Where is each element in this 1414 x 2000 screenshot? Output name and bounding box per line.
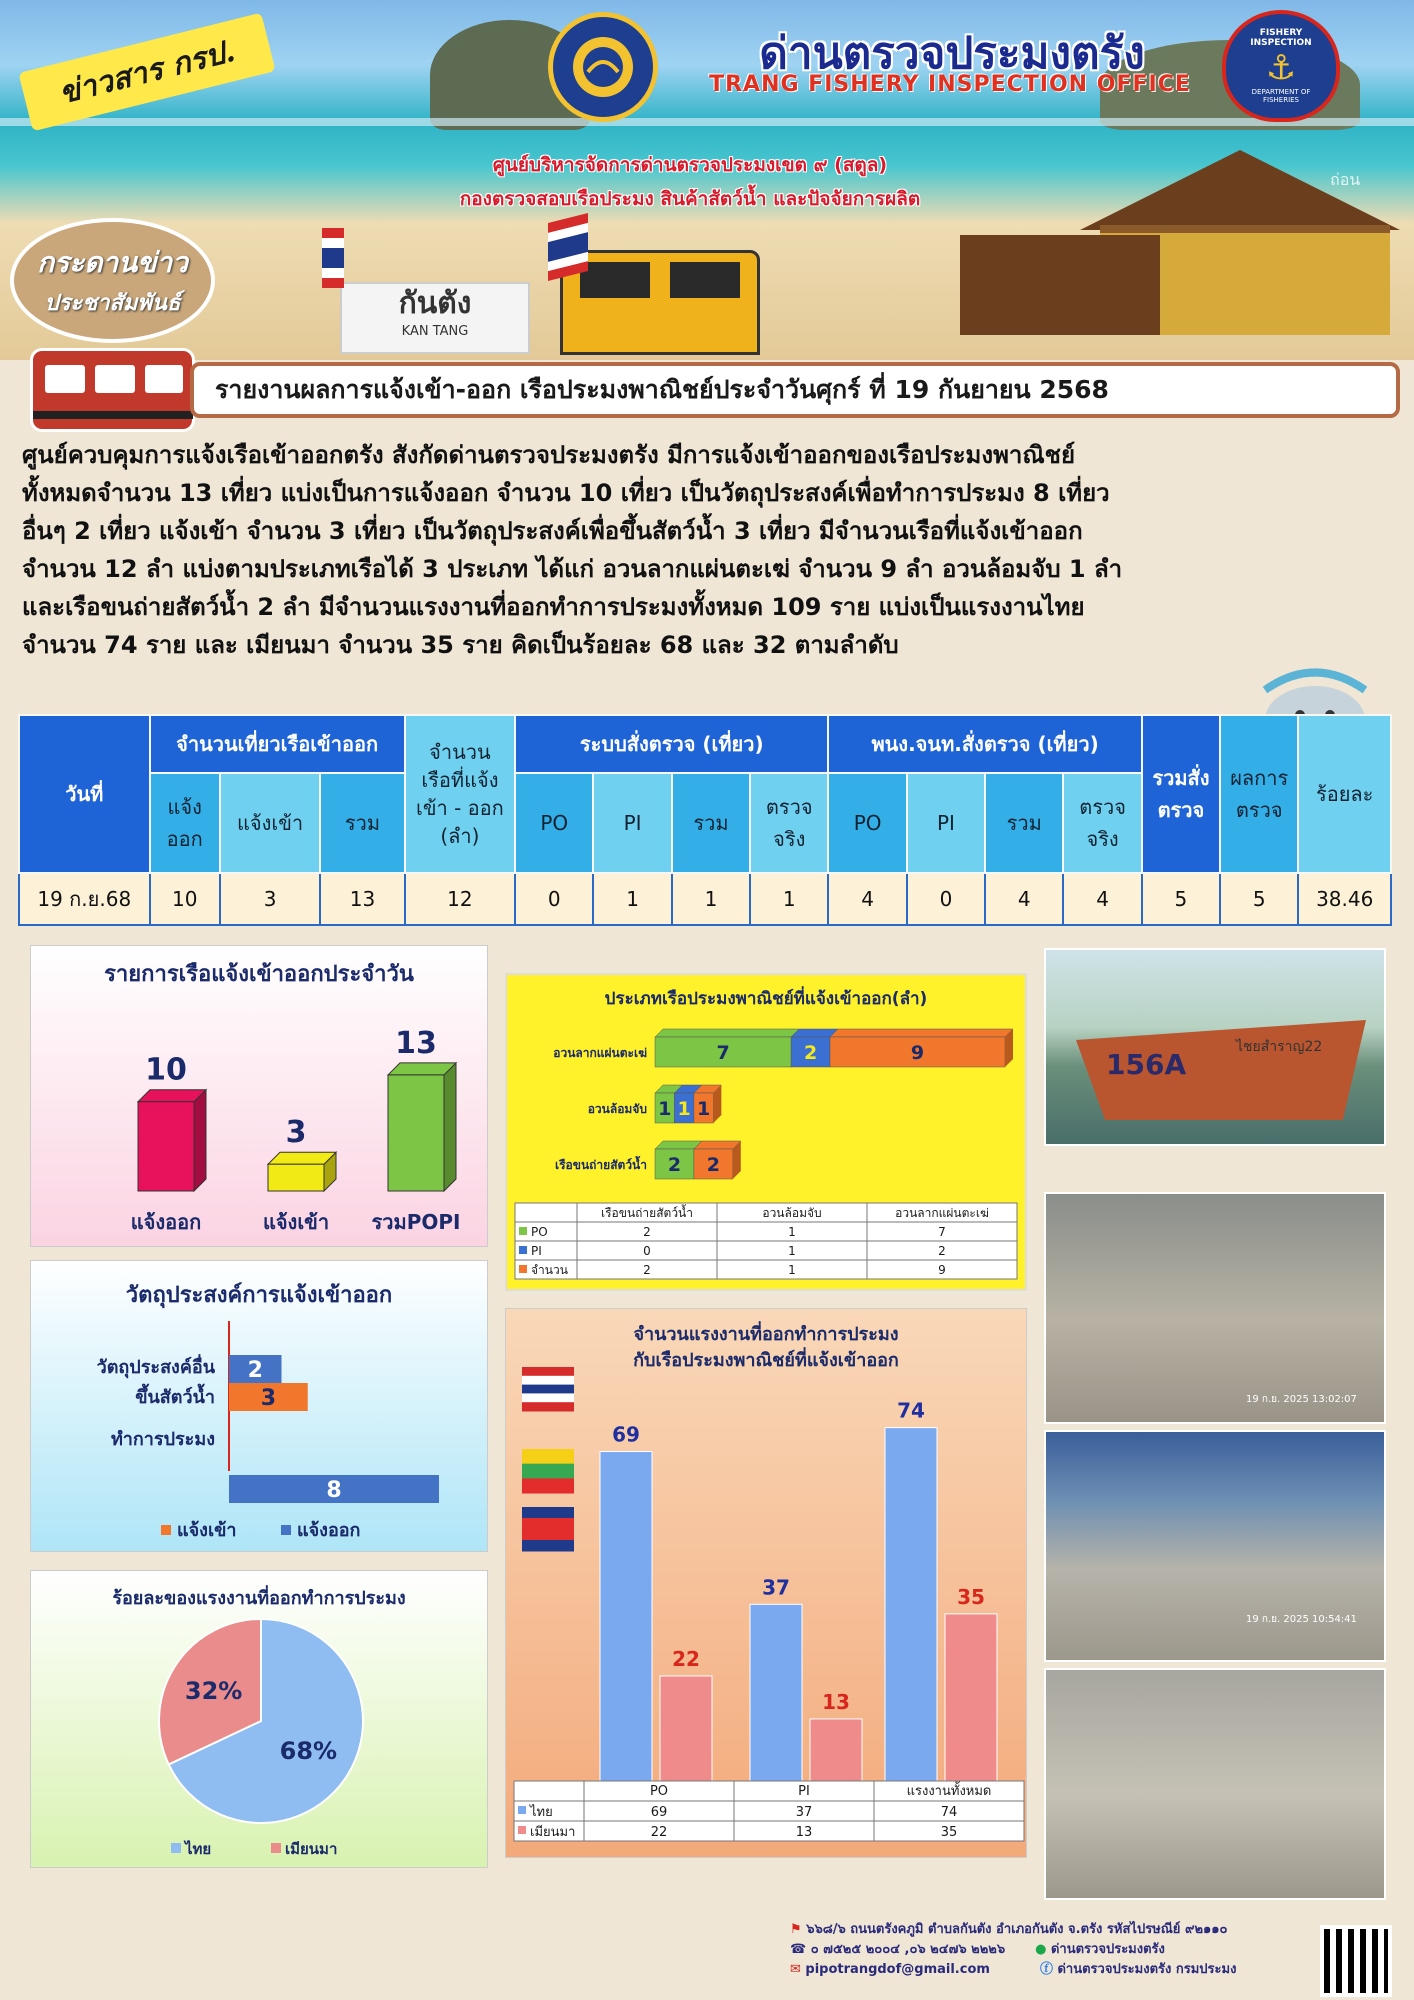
- facebook-icon: ⓕ: [1039, 1962, 1058, 1977]
- col-boats-l2: เรือที่แจ้ง: [421, 768, 499, 792]
- sub-sum: รวม: [672, 773, 750, 873]
- legend-key: [519, 1265, 527, 1273]
- sub-pi: PI: [907, 773, 985, 873]
- train-icon: [30, 348, 195, 432]
- office-title-en: TRANG FISHERY INSPECTION OFFICE: [709, 72, 1191, 97]
- cell-percent: 38.46: [1298, 873, 1391, 925]
- table-row-label: ไทย: [530, 1805, 553, 1820]
- cell-sys-sum: 1: [672, 873, 750, 925]
- bar: [810, 1719, 862, 1781]
- data-label: 3: [285, 1115, 307, 1151]
- data-label: 2: [667, 1154, 682, 1176]
- table-cell: 13: [795, 1825, 813, 1840]
- flag-stripe: [522, 1518, 574, 1530]
- bar-top: [830, 1029, 1013, 1037]
- fishery-inspection-seal: [1222, 10, 1340, 122]
- legend-key: [161, 1525, 171, 1535]
- category-label: รวมPOPI: [371, 1210, 461, 1234]
- dof-logo: [548, 12, 658, 122]
- col-result-l1: ผลการ: [1230, 766, 1289, 790]
- sub-pi: PI: [593, 773, 671, 873]
- chart-daily-svg: [31, 946, 489, 1248]
- cell-in: 3: [220, 873, 320, 925]
- bar: [660, 1676, 712, 1781]
- chart-boat-type-panel: [505, 973, 1027, 1291]
- table-row-label: PI: [531, 1244, 542, 1258]
- line-item: [1035, 1940, 1165, 1960]
- cell-out: 10: [150, 873, 220, 925]
- photo-timestamp: 19 ก.ย. 2025 10:54:41: [1246, 1614, 1357, 1625]
- email-line: [790, 1960, 1310, 1980]
- cell-sys-po: 0: [515, 873, 593, 925]
- office-title-th: ด่านตรวจประมงตรัง: [759, 28, 1145, 79]
- paragraph-line: ทั้งหมดจำนวน 13 เที่ยว แบ่งเป็นการแจ้งออก จำนวน 10 เที่ยว เป็นวัตถุประสงค์เพื่อทำการประมง 8 เที่ยว: [22, 479, 1110, 507]
- sub-in: แจ้งเข้า: [220, 773, 320, 873]
- legend-key: [518, 1826, 526, 1834]
- data-label: 13: [395, 1025, 437, 1061]
- col-date: วันที่: [19, 715, 150, 873]
- sub-sum: รวม: [985, 773, 1063, 873]
- col-total-order-l1: รวมสั่ง: [1152, 766, 1210, 790]
- cell-off-sum: 4: [985, 873, 1063, 925]
- facebook-text: ด่านตรวจประมงตรัง กรมประมง: [1057, 1962, 1237, 1977]
- news-tag: ข่าวสาร กรป.: [18, 13, 275, 132]
- table-row: [19, 873, 1391, 925]
- facebook-item[interactable]: [1040, 1960, 1237, 1980]
- paragraph-line: ศูนย์ควบคุมการแจ้งเรือเข้าออกตรัง สังกัดด่านตรวจประมงตรัง มีการแจ้งเข้าออกของเรือประมงพาณิชย์: [22, 441, 1075, 469]
- data-label: 7: [716, 1042, 730, 1064]
- subtitle-center: ศูนย์บริหารจัดการด่านตรวจประมงเขต ๙ (สตูล): [492, 154, 888, 176]
- sub-real-l2: จริง: [1086, 827, 1119, 851]
- bar: [268, 1164, 324, 1191]
- chart-title-1: จำนวนแรงงานที่ออกทำการประมง: [633, 1324, 899, 1345]
- table-cell: 7: [938, 1225, 946, 1239]
- flag-stripe: [522, 1478, 574, 1493]
- table-header: แรงงานทั้งหมด: [906, 1784, 992, 1799]
- sub-real-l1: ตรวจ: [1079, 795, 1126, 819]
- myanmar-flag-icon: [522, 1449, 574, 1494]
- category-label: แจ้งเข้า: [262, 1210, 330, 1234]
- table-cell: 35: [940, 1825, 958, 1840]
- legend-label: แจ้งออก: [297, 1520, 361, 1541]
- category-label: เรือขนถ่ายสัตว์น้ำ: [555, 1158, 647, 1172]
- col-trips: จำนวนเที่ยวเรือเข้าออก: [150, 715, 405, 773]
- data-label: 8: [326, 1478, 342, 1503]
- sub-real: [750, 773, 828, 873]
- bar-top: [268, 1152, 336, 1164]
- data-label: 68%: [279, 1737, 338, 1766]
- summary-paragraph: [22, 436, 1402, 664]
- flag-stripe: [522, 1385, 574, 1394]
- board-line1: กระดานข่าว: [37, 246, 188, 279]
- legend-label: เมียนมา: [285, 1840, 338, 1858]
- photo-crew-3: [1044, 1668, 1386, 1900]
- bar-top: [655, 1029, 799, 1037]
- legend-key: [519, 1227, 527, 1235]
- sub-po: PO: [515, 773, 593, 873]
- chart-pie-svg: [31, 1571, 489, 1869]
- col-boats-l4: (ลำ): [440, 824, 480, 848]
- table-cell: 22: [650, 1825, 668, 1840]
- paragraph-line: จำนวน 74 ราย และ เมียนมา จำนวน 35 ราย คิดเป็นร้อยละ 68 และ 32 ตามลำดับ: [22, 631, 899, 659]
- table-cell: 2: [643, 1225, 651, 1239]
- bar-top: [388, 1063, 456, 1075]
- flag-stripe: [522, 1529, 574, 1541]
- chart-title: วัตถุประสงค์การแจ้งเข้าออก: [125, 1283, 393, 1308]
- bar: [600, 1452, 652, 1781]
- data-label: 35: [957, 1584, 985, 1609]
- legend-label: ไทย: [185, 1840, 212, 1858]
- table-row-label: เมียนมา: [530, 1825, 576, 1840]
- table-header: เรือขนถ่ายสัตว์น้ำ: [601, 1206, 693, 1220]
- bar-side: [444, 1063, 456, 1191]
- anchor-icon: ⚓: [1265, 48, 1297, 88]
- sub-sum: รวม: [320, 773, 404, 873]
- table-header: อวนลากแผ่นตะเฆ่: [895, 1206, 989, 1220]
- bar: [750, 1604, 802, 1781]
- col-system: ระบบสั่งตรวจ (เที่ยว): [515, 715, 828, 773]
- seal-sub-text: DEPARTMENT OF FISHERIES: [1251, 88, 1311, 104]
- legend-key: [519, 1246, 527, 1254]
- col-boats-l1: จำนวน: [429, 740, 491, 764]
- table-cell: 69: [650, 1805, 668, 1820]
- legend-key: [171, 1843, 181, 1853]
- table-cell: 2: [643, 1263, 651, 1277]
- phone-text: ๐ ๗๕๒๕ ๒๐๐๔ ,๐๖ ๒๔๗๖ ๒๒๒๖: [810, 1942, 1006, 1957]
- data-label: 37: [762, 1575, 790, 1600]
- table-cell: 74: [940, 1805, 958, 1820]
- chart-purpose-panel: [30, 1260, 488, 1552]
- table-header: อวนล้อมจับ: [762, 1206, 822, 1220]
- flag-stripe: [522, 1449, 574, 1464]
- chart-purpose-svg: [31, 1261, 489, 1553]
- bar-top: [694, 1141, 741, 1149]
- email-item[interactable]: [790, 1960, 990, 1980]
- chart-labor-panel: [505, 1308, 1027, 1858]
- sub-po: PO: [828, 773, 906, 873]
- cell-off-po: 4: [828, 873, 906, 925]
- contact-footer: [790, 1920, 1310, 1980]
- legend-key: [271, 1843, 281, 1853]
- flag-stripe: [522, 1507, 574, 1519]
- legend-key: [518, 1806, 526, 1814]
- table-row-label: PO: [531, 1225, 548, 1239]
- phone-item: [790, 1940, 1005, 1960]
- mail-icon: ✉: [790, 1962, 806, 1977]
- category-label: วัตถุประสงค์อื่น: [96, 1357, 215, 1378]
- table-cell: 9: [938, 1263, 946, 1277]
- email-text: pipotrangdof@gmail.com: [805, 1962, 990, 1977]
- col-total-order: [1142, 715, 1220, 873]
- col-boats: [405, 715, 515, 873]
- photo-crew-1: [1044, 1192, 1386, 1424]
- summary-table: [18, 714, 1392, 926]
- legend-label: แจ้งเข้า: [177, 1520, 237, 1541]
- chart-title: ร้อยละของแรงงานที่ออกทำการประมง: [112, 1588, 406, 1609]
- data-label: 13: [822, 1689, 850, 1714]
- sub-out-l2: ออก: [166, 827, 203, 851]
- flag-stripe: [522, 1376, 574, 1385]
- paragraph-line: จำนวน 12 ลำ แบ่งตามประเภทเรือได้ 3 ประเภท ได้แก่ อวนลากแผ่นตะเฆ่ จำนวน 9 ลำ อวนล้อมจับ 1 ลำ: [22, 555, 1123, 583]
- address-line: [790, 1920, 1310, 1940]
- station-name-th: กันตัง: [398, 286, 472, 321]
- address-text: ๖๖๘/๖ ถนนตรังคภูมิ ตำบลกันตัง อำเภอกันตัง จ.ตรัง รหัสไปรษณีย์ ๙๒๑๑๐: [806, 1922, 1228, 1937]
- station-sign: [340, 282, 530, 354]
- photo-crew-2: [1044, 1430, 1386, 1662]
- flag-stripe: [522, 1464, 574, 1479]
- data-label: 1: [696, 1098, 711, 1120]
- col-result-l2: ตรวจ: [1235, 798, 1283, 822]
- location-pin-icon: ⚑: [790, 1922, 807, 1937]
- cell-date: 19 ก.ย.68: [19, 873, 150, 925]
- cell-total-order: 5: [1142, 873, 1220, 925]
- data-label: 2: [247, 1358, 263, 1383]
- data-label: 2: [803, 1042, 818, 1064]
- chart-daily-panel: [30, 945, 488, 1247]
- table-header: PI: [798, 1784, 810, 1799]
- bar: [945, 1614, 997, 1781]
- bar-side: [194, 1090, 206, 1191]
- board-line2: ประชาสัมพันธ์: [44, 291, 181, 316]
- col-officer: พนง.จนท.สั่งตรวจ (เที่ยว): [828, 715, 1141, 773]
- col-boats-l3: เข้า - ออก: [415, 796, 504, 820]
- data-label: 69: [612, 1422, 640, 1447]
- table-row-label: จำนวน: [531, 1263, 568, 1277]
- photo-timestamp: 19 ก.ย. 2025 13:02:07: [1246, 1394, 1357, 1405]
- sub-out-l1: แจ้ง: [167, 795, 202, 819]
- chart-boat-type-svg: [507, 975, 1029, 1293]
- cambodia-flag-icon: [522, 1507, 574, 1552]
- cell-sum: 13: [320, 873, 404, 925]
- table-cell: 1: [788, 1263, 796, 1277]
- bar: [885, 1428, 937, 1781]
- flag-stripe: [522, 1367, 574, 1376]
- phone-icon: ☎: [790, 1942, 811, 1957]
- flag-stripe: [522, 1393, 574, 1402]
- category-label: ทำการประมง: [110, 1429, 215, 1450]
- category-label: อวนลากแผ่นตะเฆ่: [553, 1046, 647, 1060]
- bar: [388, 1075, 444, 1191]
- sub-real: [1063, 773, 1141, 873]
- category-label: แจ้งออก: [130, 1210, 202, 1234]
- chart-title: รายการเรือแจ้งเข้าออกประจำวัน: [104, 962, 414, 987]
- boat-hull-number: 156A: [1106, 1048, 1187, 1081]
- paragraph-line: อื่นๆ 2 เที่ยว แจ้งเข้า จำนวน 3 เที่ยว เป็นวัตถุประสงค์เพื่อขึ้นสัตว์น้ำ 3 เที่ยว มีจำนวนเรือที่แจ้งเข้าออก: [22, 517, 1083, 545]
- station-name-en: KAN TANG: [401, 324, 469, 339]
- data-label: 74: [897, 1398, 925, 1423]
- chart-title: ประเภทเรือประมงพาณิชย์ที่แจ้งเข้าออก(ลำ): [604, 989, 928, 1009]
- watermark: ถ่อน: [1330, 170, 1361, 189]
- report-title: [190, 362, 1400, 418]
- cell-boats: 12: [405, 873, 515, 925]
- table-header: PO: [649, 1784, 669, 1799]
- boat-name: ไชยสำราญ22: [1236, 1039, 1323, 1055]
- line-icon: ●: [1035, 1942, 1051, 1957]
- sub-real-l1: ตรวจ: [765, 795, 813, 819]
- thailand-flag-icon: [522, 1367, 574, 1412]
- cell-off-real: 4: [1063, 873, 1141, 925]
- legend-key: [281, 1525, 291, 1535]
- photo-boat: [1044, 948, 1386, 1146]
- sub-real-l2: จริง: [773, 827, 806, 851]
- data-label: 10: [145, 1052, 187, 1088]
- data-label: 1: [677, 1098, 691, 1120]
- data-label: 1: [658, 1098, 672, 1120]
- category-label: อวนล้อมจับ: [587, 1102, 647, 1116]
- pr-board-badge: [10, 218, 215, 343]
- category-label: ขึ้นสัตว์น้ำ: [135, 1387, 215, 1408]
- bar-top: [138, 1090, 206, 1102]
- table-cell: 1: [788, 1244, 796, 1258]
- subtitle-division: กองตรวจสอบเรือประมง สินค้าสัตว์น้ำ และปัจจัยการผลิต: [459, 188, 921, 210]
- sub-out: [150, 773, 220, 873]
- cell-off-pi: 0: [907, 873, 985, 925]
- col-total-order-l2: ตรวจ: [1157, 798, 1205, 822]
- seal-text: FISHERY INSPECTION: [1250, 28, 1312, 48]
- data-label: 22: [672, 1646, 700, 1671]
- flag-stripe: [522, 1540, 574, 1552]
- cell-result: 5: [1220, 873, 1298, 925]
- phone-line: [790, 1940, 1310, 1960]
- table-cell: 1: [788, 1225, 796, 1239]
- data-label: 2: [706, 1154, 720, 1176]
- paragraph-line: และเรือขนถ่ายสัตว์น้ำ 2 ลำ มีจำนวนแรงงานที่ออกทำการประมงทั้งหมด 109 ราย แบ่งเป็นแรงงานไทย: [22, 593, 1085, 621]
- col-result: [1220, 715, 1298, 873]
- data-label: 9: [910, 1042, 925, 1064]
- table-cell: 2: [938, 1244, 946, 1258]
- report-title-text: รายงานผลการแจ้งเข้า-ออก เรือประมงพาณิชย์ประจำวันศุกร์ ที่ 19 กันยายน 2568: [215, 375, 1109, 404]
- chart-labor-svg: [506, 1309, 1028, 1859]
- table-cell: 0: [643, 1244, 651, 1258]
- qr-code-icon[interactable]: [1320, 1925, 1392, 1997]
- bar: [138, 1102, 194, 1191]
- chart-title-2: กับเรือประมงพาณิชย์ที่แจ้งเข้าออก: [633, 1350, 899, 1371]
- cell-sys-real: 1: [750, 873, 828, 925]
- flag-stripe: [522, 1402, 574, 1411]
- data-label: 3: [260, 1386, 277, 1411]
- col-percent: ร้อยละ: [1298, 715, 1391, 873]
- line-text: ด่านตรวจประมงตรัง: [1050, 1942, 1165, 1957]
- chart-pie-panel: [30, 1570, 488, 1868]
- cell-sys-pi: 1: [593, 873, 671, 925]
- table-cell: 37: [795, 1805, 813, 1820]
- data-label: 32%: [184, 1676, 243, 1705]
